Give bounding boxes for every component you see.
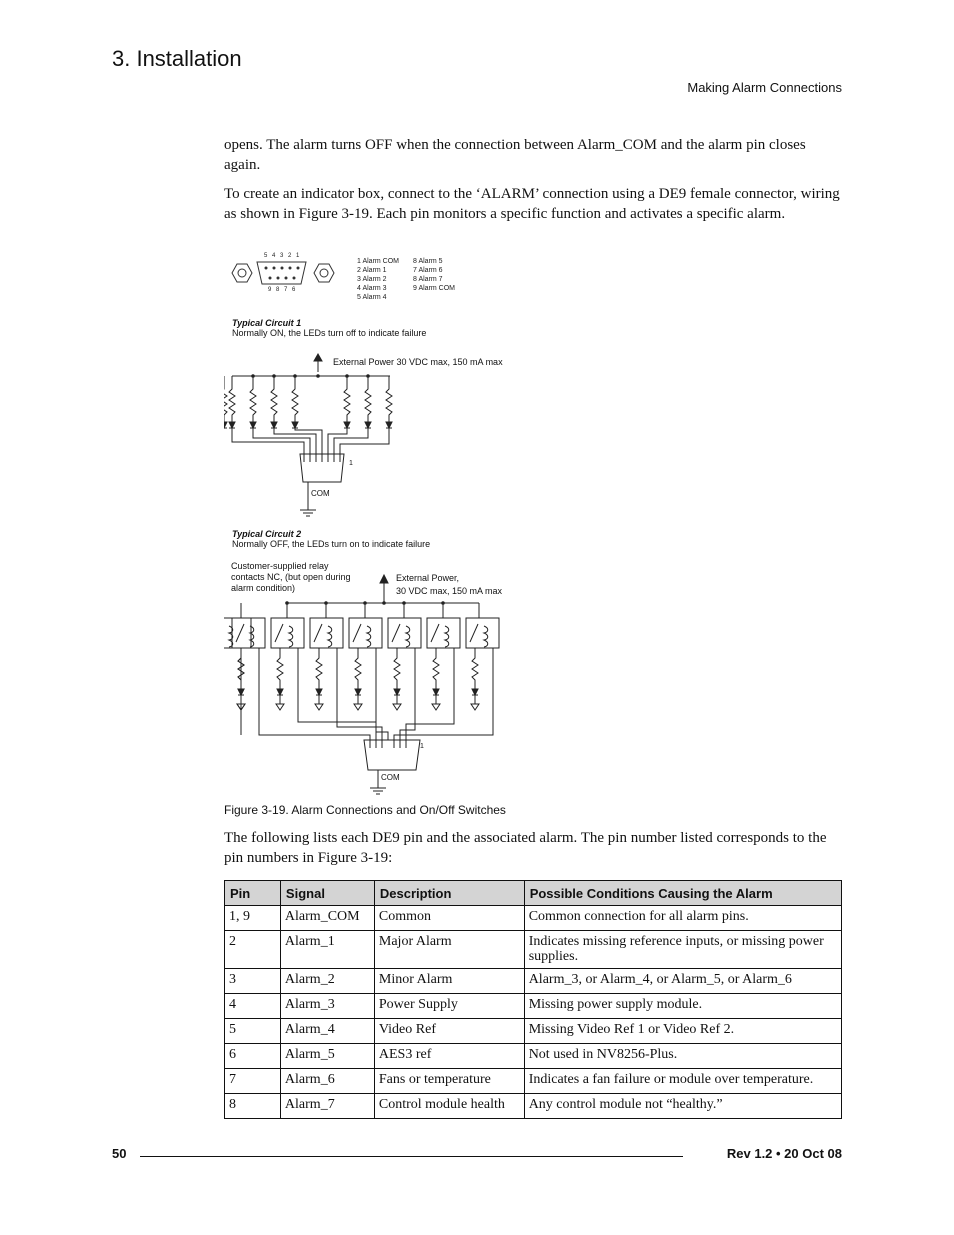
table-cell: Control module health xyxy=(374,1094,524,1119)
pin-legend-item: 8 Alarm 5 xyxy=(413,258,443,265)
circuit1-com-label: COM xyxy=(311,489,330,498)
circuit1-title: Typical Circuit 1 xyxy=(232,318,302,328)
table-cell: Alarm_COM xyxy=(280,906,374,931)
table-row xyxy=(225,1044,842,1069)
table-row xyxy=(225,906,842,931)
revision-date: Rev 1.2 • 20 Oct 08 xyxy=(726,1146,842,1161)
table-row xyxy=(225,1019,842,1044)
circuit2-power-label: 30 VDC max, 150 mA max xyxy=(396,586,503,596)
circuit2-relay-note: contacts NC, (but open during xyxy=(231,572,351,582)
table-cell: Video Ref xyxy=(374,1019,524,1044)
circuit1-schematic xyxy=(224,354,392,516)
table-cell: Indicates a fan failure or module over temperature. xyxy=(524,1069,841,1094)
footer-rule xyxy=(140,1156,683,1157)
circuit2-schematic xyxy=(224,575,479,735)
circuit2-subtitle: Normally OFF, the LEDs turn on to indicate failure xyxy=(232,539,431,549)
de9-pin-dots xyxy=(265,267,300,280)
table-cell: Alarm_6 xyxy=(280,1069,374,1094)
column-header: Possible Conditions Causing the Alarm xyxy=(524,881,841,906)
circuit1-pin-label: 1 xyxy=(349,460,353,467)
table-cell: Missing power supply module. xyxy=(524,994,841,1019)
figure-caption: Figure 3-19. Alarm Connections and On/Off Switches xyxy=(224,803,506,817)
table-cell: Alarm_3 xyxy=(280,994,374,1019)
table-row xyxy=(225,994,842,1019)
column-header: Pin xyxy=(225,881,281,906)
pin-number-top: 2 xyxy=(288,253,292,259)
circuit2-relay-row xyxy=(232,603,499,794)
paragraph-intro: opens. The alarm turns OFF when the connection between Alarm_COM and the alarm pin closes again. xyxy=(224,137,806,173)
table-cell: Alarm_5 xyxy=(280,1044,374,1069)
table-cell: Alarm_7 xyxy=(280,1094,374,1119)
circuit2-power-label: External Power, xyxy=(396,573,460,583)
table-row xyxy=(225,1094,842,1119)
circuit1-power-label: External Power 30 VDC max, 150 mA max xyxy=(333,357,503,367)
table-cell: Alarm_3, or Alarm_4, or Alarm_5, or Alarm_6 xyxy=(524,969,841,994)
pin-legend-item: 5 Alarm 4 xyxy=(357,294,387,301)
table-cell: Common connection for all alarm pins. xyxy=(524,906,841,931)
pin-legend-item: 1 Alarm COM xyxy=(357,258,400,265)
table-cell: Alarm_1 xyxy=(280,931,374,969)
table-cell: 7 xyxy=(225,1069,281,1094)
table-cell: 4 xyxy=(225,994,281,1019)
pin-legend-item: 9 Alarm COM xyxy=(413,285,456,292)
table-cell: 3 xyxy=(225,969,281,994)
table-cell: Minor Alarm xyxy=(374,969,524,994)
pin-legend-item: 2 Alarm 1 xyxy=(357,267,387,274)
chapter-title: 3. Installation xyxy=(112,46,242,71)
circuit1-subtitle: Normally ON, the LEDs turn off to indicate failure xyxy=(232,328,427,338)
table-header-row xyxy=(225,881,842,906)
table-cell: Alarm_2 xyxy=(280,969,374,994)
table-cell: Any control module not “healthy.” xyxy=(524,1094,841,1119)
table-row xyxy=(225,969,842,994)
circuit2-relay-note: Customer-supplied relay xyxy=(231,561,329,571)
alarm-pin-table xyxy=(224,880,842,1119)
table-cell: 1, 9 xyxy=(225,906,281,931)
circuit2-relay-note: alarm condition) xyxy=(231,583,296,593)
paragraph-indicator-box: To create an indicator box, connect to the ‘ALARM’ connection using a DE9 female connector, wiring as shown in Figure 3-19. Each pin monitors a specific function and activates a specific alarm. xyxy=(224,186,840,222)
table-cell: Indicates missing reference inputs, or missing power supplies. xyxy=(524,931,841,969)
circuit2-title: Typical Circuit 2 xyxy=(232,529,302,539)
table-cell: 8 xyxy=(225,1094,281,1119)
table-cell: 6 xyxy=(225,1044,281,1069)
pin-number-top: 3 xyxy=(280,253,284,259)
table-cell: Missing Video Ref 1 or Video Ref 2. xyxy=(524,1019,841,1044)
pin-number-top: 5 xyxy=(264,253,268,259)
column-header: Signal xyxy=(280,881,374,906)
table-cell: Common xyxy=(374,906,524,931)
pin-legend-item: 8 Alarm 7 xyxy=(413,276,443,283)
page-number: 50 xyxy=(112,1146,127,1161)
pin-number-bottom: 7 xyxy=(284,287,288,293)
pin-number-bottom: 6 xyxy=(292,287,296,293)
table-cell: Power Supply xyxy=(374,994,524,1019)
table-row xyxy=(225,931,842,969)
table-cell: Alarm_4 xyxy=(280,1019,374,1044)
pin-number-bottom: 8 xyxy=(276,287,280,293)
table-cell: Fans or temperature xyxy=(374,1069,524,1094)
table-cell: Not used in NV8256-Plus. xyxy=(524,1044,841,1069)
table-cell: AES3 ref xyxy=(374,1044,524,1069)
de9-connector-drawing xyxy=(232,262,334,284)
pin-legend-item: 7 Alarm 6 xyxy=(413,267,443,274)
table-cell: 5 xyxy=(225,1019,281,1044)
circuit2-com-label: COM xyxy=(381,773,400,782)
section-title: Making Alarm Connections xyxy=(687,80,842,95)
column-header: Description xyxy=(374,881,524,906)
table-cell: 2 xyxy=(225,931,281,969)
pin-number-top: 1 xyxy=(296,253,300,259)
pin-number-bottom: 9 xyxy=(268,287,272,293)
table-cell: Major Alarm xyxy=(374,931,524,969)
table-row xyxy=(225,1069,842,1094)
alarm-wiring-figure xyxy=(224,252,524,802)
pin-legend-item: 4 Alarm 3 xyxy=(357,285,387,292)
pin-number-top: 4 xyxy=(272,253,276,259)
paragraph-pin-list-intro: The following lists each DE9 pin and the associated alarm. The pin number listed corresponds to the pin numbers in Figure 3-19: xyxy=(224,830,827,866)
circuit2-pin-label: 1 xyxy=(420,743,424,750)
pin-legend-item: 3 Alarm 2 xyxy=(357,276,387,283)
